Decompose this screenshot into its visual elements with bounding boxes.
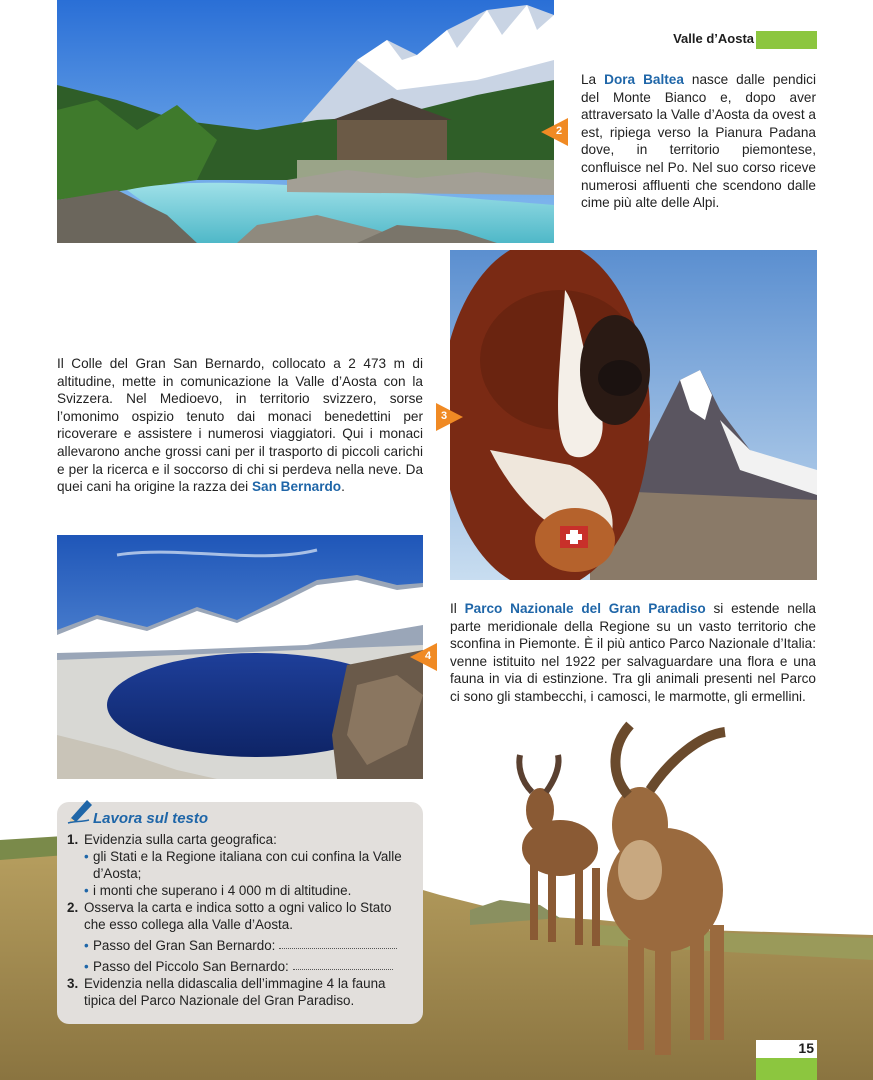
exercise-item-2: 2. Osserva la carta e indica sotto a ogni valico lo Stato che esso collega alla Valle d’Aosta. • Passo del Gran San Bernardo: • Passo del Piccolo San Bernardo: — [67, 899, 413, 975]
exercise-box — [57, 802, 423, 1024]
answer-field-gran-san-bernardo[interactable] — [279, 937, 397, 949]
region-label: Valle d’Aosta — [673, 31, 754, 46]
highlight-parco-gran-paradiso: Parco Nazionale del Gran Paradiso — [464, 601, 706, 616]
exercise-list — [67, 831, 413, 1009]
caption-dora-baltea: La Dora Baltea nasce dalle pendici del Monte Bianco e, dopo aver attraversato la Valle d’Aosta da ovest a est, ripiega verso la Pianura Padana dove, in territorio piemontese, confluisce nel Po. Nel suo corso riceve numerosi affluenti che scendono dalle cime più alte delle Alpi. — [581, 72, 816, 211]
exercise-item-3: 3. Evidenzia nella didascalia dell’immagine 4 la fauna tipica del Parco Nazionale del Gran Paradiso. — [67, 976, 386, 1008]
answer-field-piccolo-san-bernardo[interactable] — [293, 958, 393, 970]
marker-2-number: 2 — [555, 125, 563, 137]
caption-gran-san-bernardo: Il Colle del Gran San Bernardo, collocato a 2 473 m di altitudine, mette in comunicazione la Valle d’Aosta con la Svizzera. Nel Medioevo, in territorio svizzero, sorse l’omonimo ospizio tenuto dai monaci benedettini per ricoverare e assistere i numerosi viaggiatori. Qui i monaci allevarono anche grossi cani per il trasporto di piccoli carichi e per la ricerca e il soccorso di chi si perdeva nella neve. Da quei cani ha origine la razza dei San Bernardo. — [57, 356, 423, 495]
photo-dora-baltea — [57, 0, 554, 243]
exercise-title: Lavora sul testo — [93, 810, 209, 827]
region-tab — [756, 31, 817, 49]
page-number: 15 — [798, 1040, 814, 1056]
highlight-san-bernardo: San Bernardo — [251, 479, 342, 495]
marker-4-number: 4 — [424, 650, 432, 662]
caption-gran-paradiso: Il Parco Nazionale del Gran Paradiso si estende nella parte meridionale della Regione su un vasto territorio che sconfina in Piemonte. È il più antico Parco Nazionale d’Italia: venne istituito nel 1922 per salvaguardare una flora e una fauna in via di estinzione. Tra gli animali presenti nel Parco ci sono gli stambecchi, i camosci, le marmotte, gli ermellini. — [450, 601, 816, 704]
pencil-icon — [67, 796, 95, 824]
exercise-item-1: 1. Evidenzia sulla carta geografica: • gli Stati e la Regione italiana con cui confina la Valle d’Aosta; • i monti che superano i 4 000 m di altitudine. — [67, 832, 402, 898]
photo-san-bernardo — [450, 250, 817, 580]
marker-3-number: 3 — [440, 410, 448, 422]
highlight-dora-baltea: Dora Baltea — [604, 72, 684, 87]
